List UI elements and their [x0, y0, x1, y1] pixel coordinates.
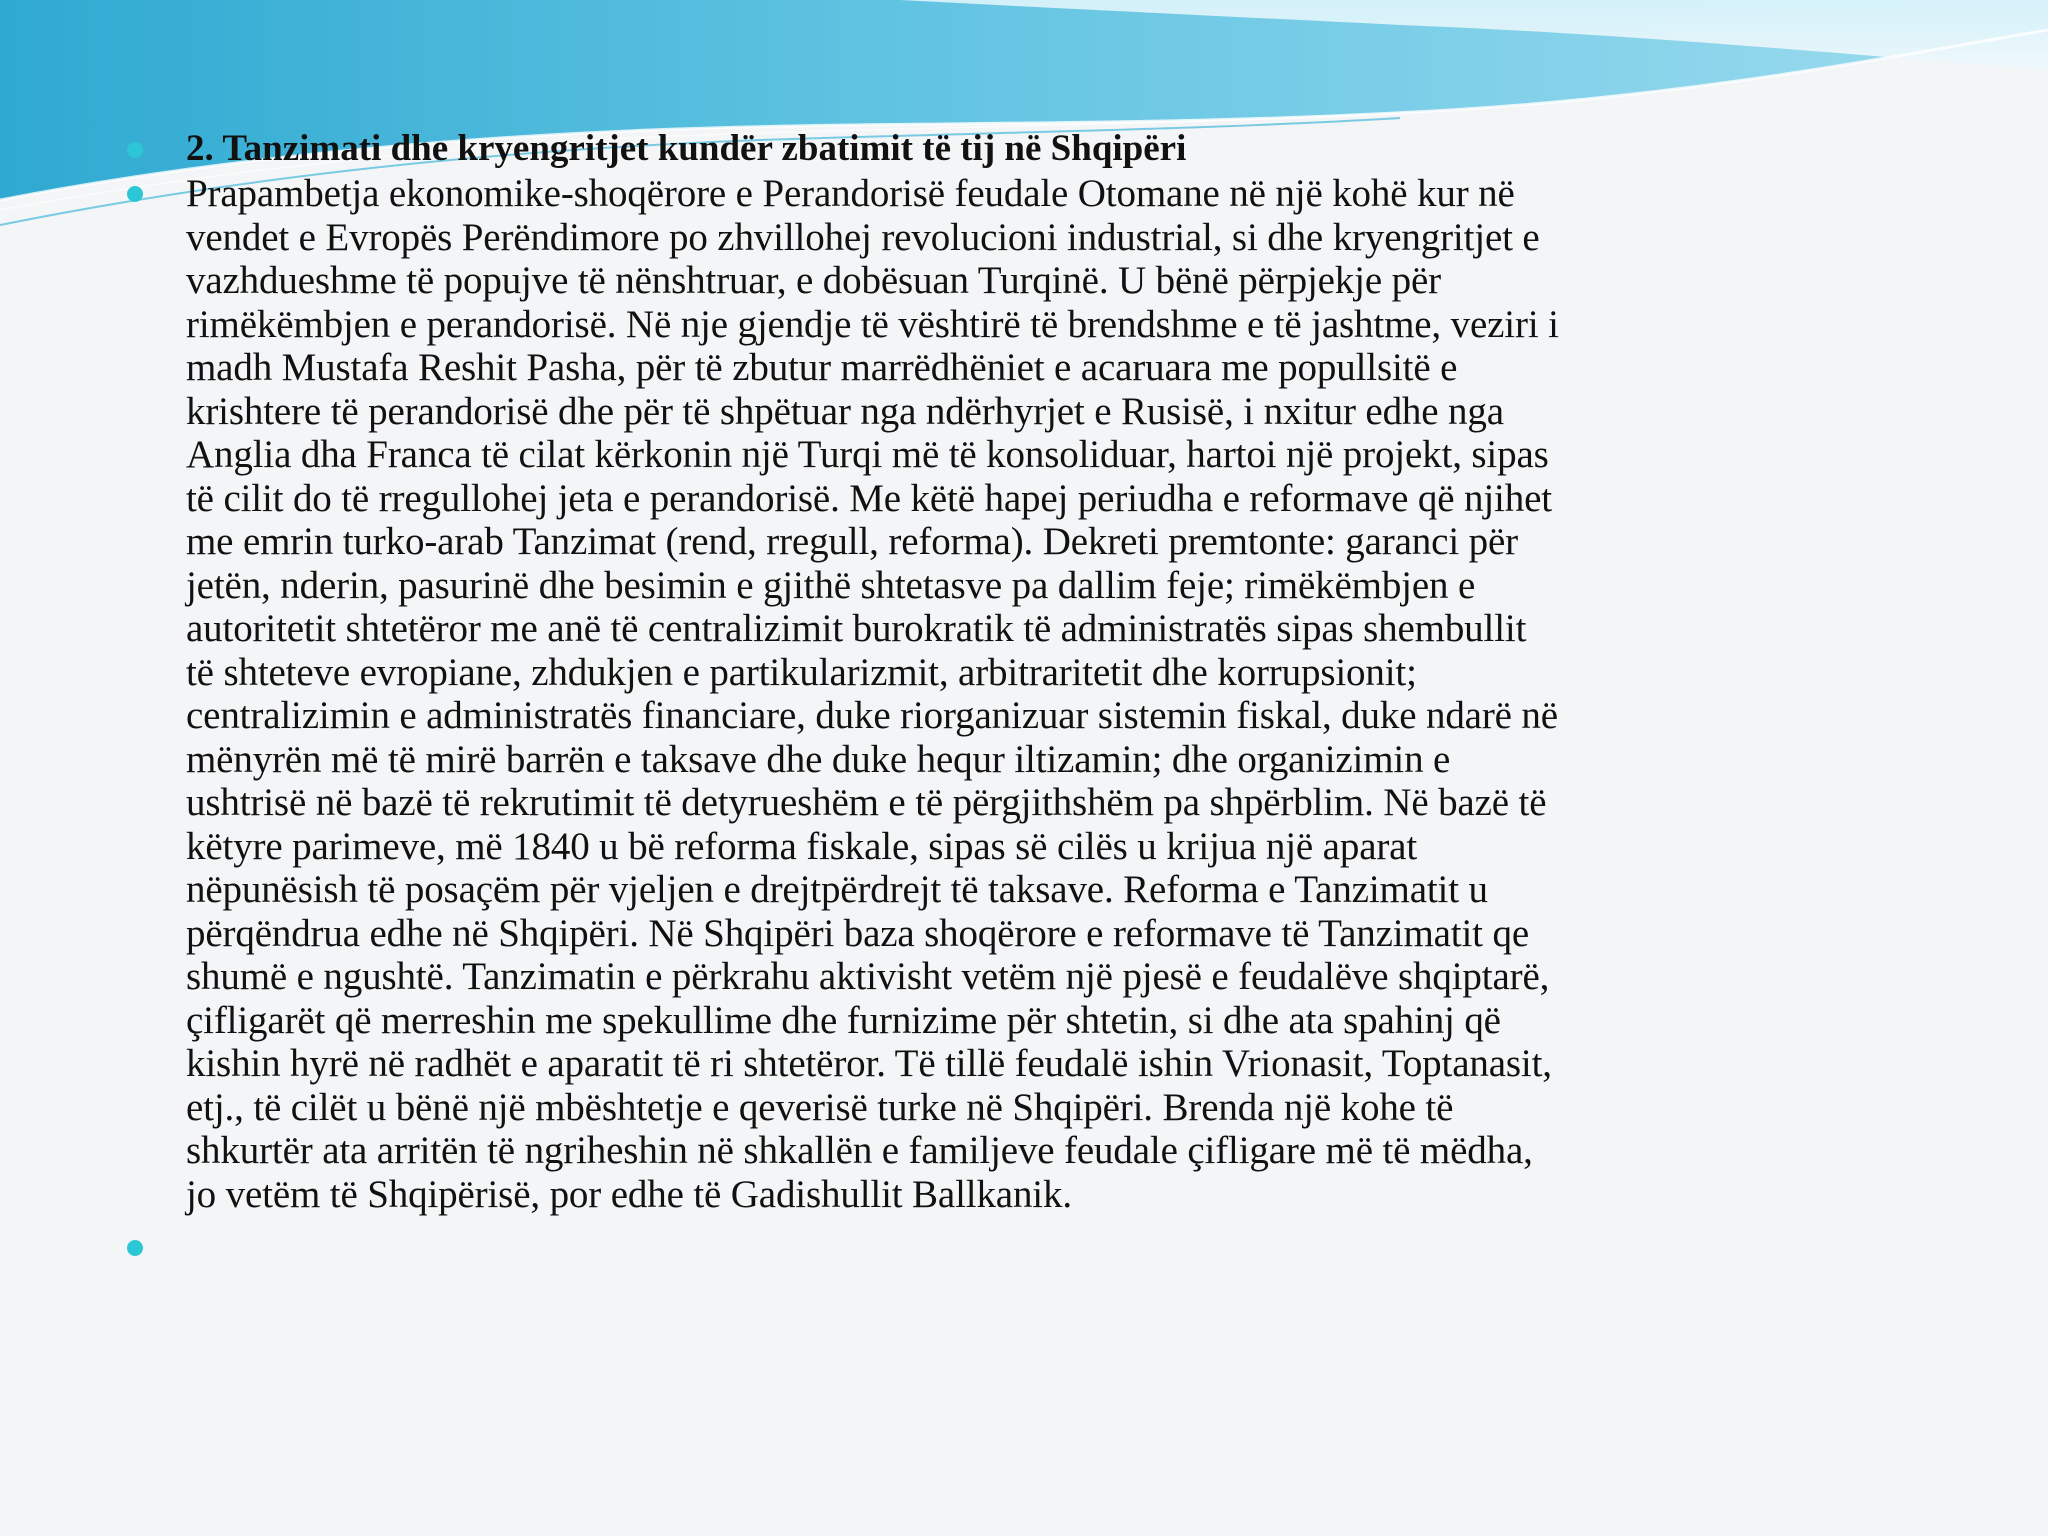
paragraph-line: vendet e Evropës Perëndimore po zhvillohej revolucioni industrial, si dhe kryengritjet e	[186, 215, 1540, 259]
paragraph-line: me emrin turko-arab Tanzimat (rend, rregull, reforma). Dekreti premtonte: garanci për	[186, 520, 1518, 563]
paragraph-line: shkurtër ata arritën të ngriheshin në shkallën e familjeve feudale çifligare më të mëdha,	[186, 1129, 1533, 1172]
paragraph-line: etj., të cilët u bënë një mbështetje e qeverisë turke në Shqipëri. Brenda një kohe të	[186, 1085, 1454, 1129]
paragraph-line: autoritetit shtetëror me anë të centralizimit burokratik të administratës sipas shembullit	[186, 607, 1527, 650]
paragraph-line: kishin hyrë në radhët e aparatit të ri shtetëror. Të tillë feudalë ishin Vrionasit, Toptanasit,	[186, 1042, 1552, 1085]
body-paragraph	[186, 172, 1930, 1216]
paragraph-line: mënyrën më të mirë barrën e taksave dhe duke hequr iltizamin; dhe organizimin e	[186, 737, 1451, 781]
body-paragraph-item	[120, 172, 1930, 1216]
paragraph-line: të cilit do të rregullohej jeta e perandorisë. Me këtë hapej periudha e reformave që njihet	[186, 476, 1552, 520]
paragraph-line: Prapambetja ekonomike-shoqërore e Perandorisë feudale Otomane në një kohë kur në	[186, 172, 1515, 215]
paragraph-line: krishtere të perandorisë dhe për të shpëtuar nga ndërhyrjet e Rusisë, i nxitur edhe nga	[186, 389, 1504, 433]
paragraph-line: jetën, nderin, pasurinë dhe besimin e gjithë shtetasve pa dallim feje; rimëkëmbjen e	[186, 563, 1476, 607]
slide-heading-item	[120, 128, 1930, 170]
paragraph-line: vazhdueshme të popujve të nënshtruar, e dobësuan Turqinë. U bënë përpjekje për	[186, 259, 1441, 302]
slide-content	[120, 128, 1930, 1268]
slide-heading: 2. Tanzimati dhe kryengritjet kundër zbatimit të tij në Shqipëri	[186, 128, 1187, 169]
paragraph-line: nëpunësish të posaçëm për vjeljen e drejtpërdrejt të taksave. Reforma e Tanzimatit u	[186, 868, 1488, 911]
paragraph-line: çifligarët që merreshin me spekullime dhe furnizime për shtetin, si dhe ata spahinj që	[186, 998, 1501, 1042]
paragraph-line: shumë e ngushtë. Tanzimatin e përkrahu aktivisht vetëm një pjesë e feudalëve shqiptarë,	[186, 955, 1550, 998]
paragraph-line: madh Mustafa Reshit Pasha, për të zbutur marrëdhëniet e acaruara me popullsitë e	[186, 346, 1458, 389]
bullet-icon	[127, 1240, 143, 1256]
paragraph-line: të shteteve evropiane, zhdukjen e partikularizmit, arbitraritetit dhe korrupsionit;	[186, 650, 1417, 694]
empty-bullet-item	[120, 1228, 1930, 1268]
paragraph-line: përqëndrua edhe në Shqipëri. Në Shqipëri baza shoqërore e reformave të Tanzimatit qe	[186, 911, 1529, 955]
paragraph-line: rimëkëmbjen e perandorisë. Në nje gjendje të vështirë të brendshme e të jashtme, veziri i	[186, 302, 1559, 346]
bullet-icon	[127, 142, 143, 158]
paragraph-line: Anglia dha Franca të cilat kërkonin një Turqi më të konsoliduar, hartoi një projekt, sipas	[186, 433, 1549, 476]
paragraph-line: centralizimin e administratës financiare, duke riorganizuar sistemin fiskal, duke ndarë në	[186, 694, 1558, 737]
bullet-icon	[127, 186, 143, 202]
paragraph-line: ushtrisë në bazë të rekrutimit të detyrueshëm e të përgjithshëm pa shpërblim. Në bazë të	[186, 781, 1547, 824]
paragraph-line: jo vetëm të Shqipërisë, por edhe të Gadishullit Ballkanik.	[186, 1172, 1072, 1216]
paragraph-line: këtyre parimeve, më 1840 u bë reforma fiskale, sipas së cilës u krijua një aparat	[186, 824, 1418, 868]
